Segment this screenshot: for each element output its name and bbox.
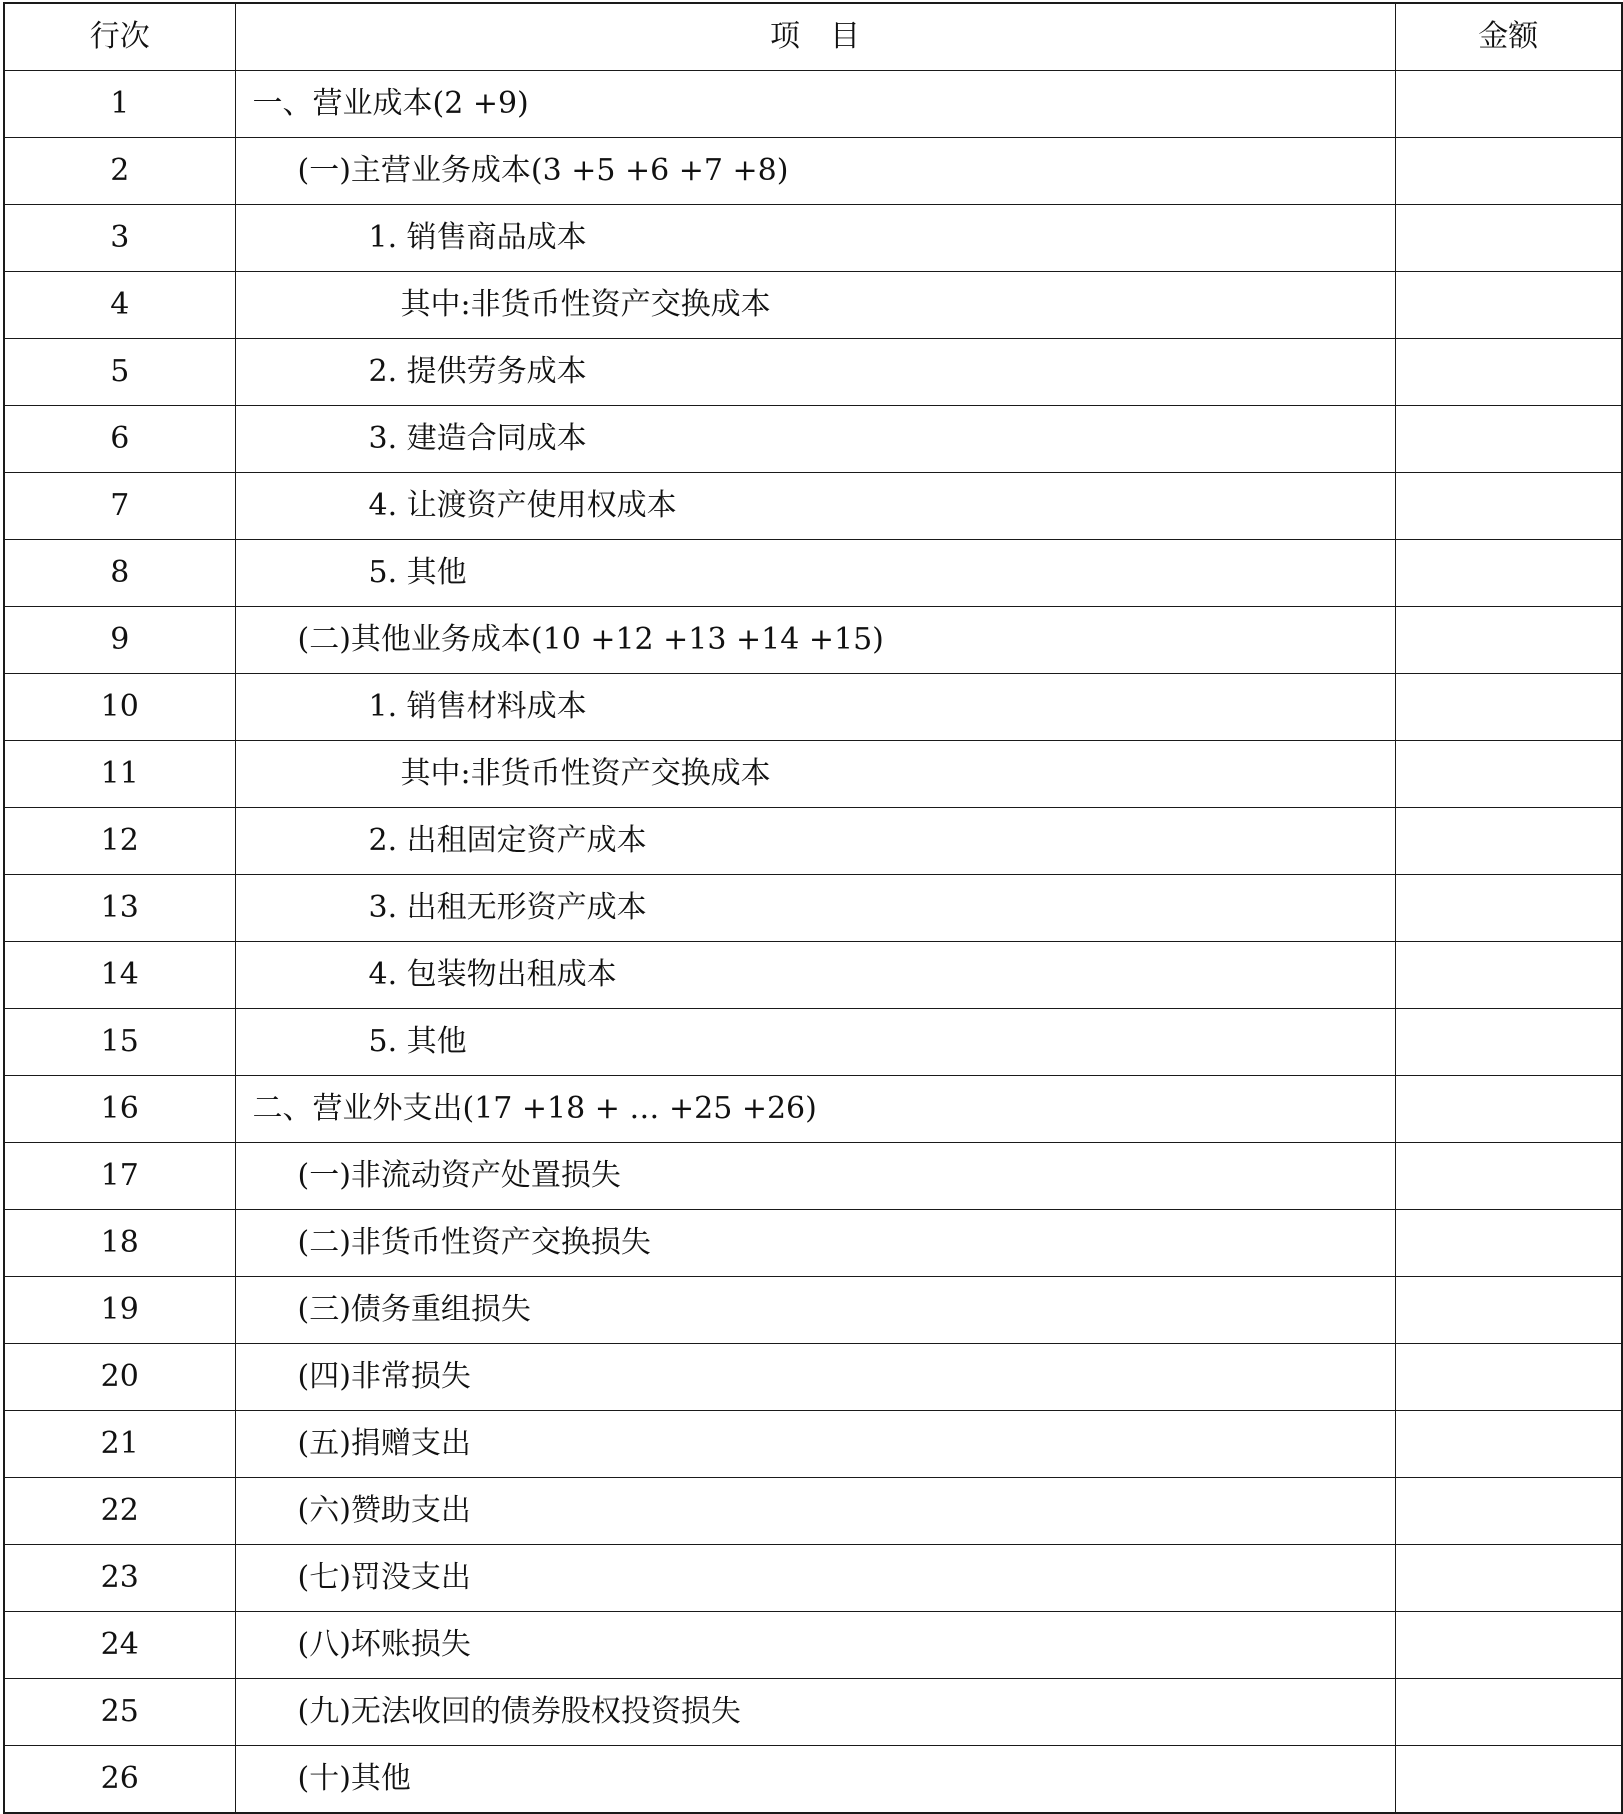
item-cell: 二、营业外支出(17 +18 + … +25 +26)	[235, 1076, 1395, 1143]
row-number-cell: 8	[4, 540, 235, 607]
item-cell: 5. 其他	[235, 1009, 1395, 1076]
item-cell: 2. 提供劳务成本	[235, 339, 1395, 406]
row-number-cell: 9	[4, 607, 235, 674]
table-row	[4, 1009, 1622, 1076]
row-number-cell: 10	[4, 674, 235, 741]
amount-cell	[1395, 607, 1622, 674]
row-number-cell: 11	[4, 741, 235, 808]
row-number-cell: 22	[4, 1478, 235, 1545]
header-amount: 金额	[1395, 3, 1622, 71]
item-cell: (七)罚没支出	[235, 1545, 1395, 1612]
row-number-cell: 26	[4, 1746, 235, 1814]
item-cell: (三)债务重组损失	[235, 1277, 1395, 1344]
item-cell: (四)非常损失	[235, 1344, 1395, 1411]
table-row	[4, 473, 1622, 540]
table-row	[4, 1478, 1622, 1545]
table-row	[4, 1143, 1622, 1210]
item-cell: (九)无法收回的债券股权投资损失	[235, 1679, 1395, 1746]
table-row	[4, 1076, 1622, 1143]
amount-cell	[1395, 406, 1622, 473]
row-number-cell: 14	[4, 942, 235, 1009]
row-number-cell: 5	[4, 339, 235, 406]
amount-cell	[1395, 272, 1622, 339]
item-cell: (八)坏账损失	[235, 1612, 1395, 1679]
amount-cell	[1395, 1478, 1622, 1545]
amount-cell	[1395, 473, 1622, 540]
row-number-cell: 4	[4, 272, 235, 339]
table-row	[4, 1411, 1622, 1478]
row-number-cell: 21	[4, 1411, 235, 1478]
amount-cell	[1395, 741, 1622, 808]
table-row	[4, 339, 1622, 406]
item-cell: 1. 销售商品成本	[235, 205, 1395, 272]
row-number-cell: 20	[4, 1344, 235, 1411]
amount-cell	[1395, 1277, 1622, 1344]
item-cell: 1. 销售材料成本	[235, 674, 1395, 741]
amount-cell	[1395, 540, 1622, 607]
row-number-cell: 7	[4, 473, 235, 540]
amount-cell	[1395, 1612, 1622, 1679]
item-cell: (二)其他业务成本(10 +12 +13 +14 +15)	[235, 607, 1395, 674]
row-number-cell: 2	[4, 138, 235, 205]
table-row	[4, 205, 1622, 272]
amount-cell	[1395, 1411, 1622, 1478]
amount-cell	[1395, 205, 1622, 272]
amount-cell	[1395, 1076, 1622, 1143]
amount-cell	[1395, 1344, 1622, 1411]
item-cell: 3. 出租无形资产成本	[235, 875, 1395, 942]
row-number-cell: 1	[4, 71, 235, 138]
amount-cell	[1395, 1746, 1622, 1814]
item-cell: (六)赞助支出	[235, 1478, 1395, 1545]
item-cell: (五)捐赠支出	[235, 1411, 1395, 1478]
row-number-cell: 23	[4, 1545, 235, 1612]
amount-cell	[1395, 875, 1622, 942]
table-row	[4, 1277, 1622, 1344]
item-cell: 2. 出租固定资产成本	[235, 808, 1395, 875]
item-cell: 4. 包装物出租成本	[235, 942, 1395, 1009]
header-row-number: 行次	[4, 3, 235, 71]
table-row	[4, 1612, 1622, 1679]
row-number-cell: 13	[4, 875, 235, 942]
amount-cell	[1395, 674, 1622, 741]
item-cell: 4. 让渡资产使用权成本	[235, 473, 1395, 540]
table-row	[4, 406, 1622, 473]
amount-cell	[1395, 1545, 1622, 1612]
table-header-row	[4, 3, 1622, 71]
amount-cell	[1395, 1210, 1622, 1277]
amount-cell	[1395, 138, 1622, 205]
amount-cell	[1395, 1009, 1622, 1076]
amount-cell	[1395, 71, 1622, 138]
item-cell: 其中:非货币性资产交换成本	[235, 272, 1395, 339]
row-number-cell: 24	[4, 1612, 235, 1679]
item-cell: 3. 建造合同成本	[235, 406, 1395, 473]
item-cell: (二)非货币性资产交换损失	[235, 1210, 1395, 1277]
item-cell: 5. 其他	[235, 540, 1395, 607]
row-number-cell: 12	[4, 808, 235, 875]
amount-cell	[1395, 339, 1622, 406]
item-cell: (一)主营业务成本(3 +5 +6 +7 +8)	[235, 138, 1395, 205]
row-number-cell: 3	[4, 205, 235, 272]
item-cell: (一)非流动资产处置损失	[235, 1143, 1395, 1210]
row-number-cell: 18	[4, 1210, 235, 1277]
table-row	[4, 71, 1622, 138]
amount-cell	[1395, 1679, 1622, 1746]
table-row	[4, 942, 1622, 1009]
table-row	[4, 674, 1622, 741]
amount-cell	[1395, 808, 1622, 875]
table-row	[4, 1344, 1622, 1411]
item-cell: 其中:非货币性资产交换成本	[235, 741, 1395, 808]
table-row	[4, 1746, 1622, 1814]
table-row	[4, 607, 1622, 674]
table-row	[4, 741, 1622, 808]
table-row	[4, 540, 1622, 607]
row-number-cell: 25	[4, 1679, 235, 1746]
amount-cell	[1395, 942, 1622, 1009]
row-number-cell: 15	[4, 1009, 235, 1076]
item-cell: (十)其他	[235, 1746, 1395, 1814]
table-row	[4, 1545, 1622, 1612]
table-row	[4, 808, 1622, 875]
table-row	[4, 1679, 1622, 1746]
row-number-cell: 19	[4, 1277, 235, 1344]
table-row	[4, 1210, 1622, 1277]
table-row	[4, 138, 1622, 205]
item-cell: 一、营业成本(2 +9)	[235, 71, 1395, 138]
amount-cell	[1395, 1143, 1622, 1210]
row-number-cell: 16	[4, 1076, 235, 1143]
row-number-cell: 17	[4, 1143, 235, 1210]
cost-detail-table	[3, 2, 1623, 1814]
table-row	[4, 875, 1622, 942]
header-item: 项 目	[235, 3, 1395, 71]
row-number-cell: 6	[4, 406, 235, 473]
table-row	[4, 272, 1622, 339]
